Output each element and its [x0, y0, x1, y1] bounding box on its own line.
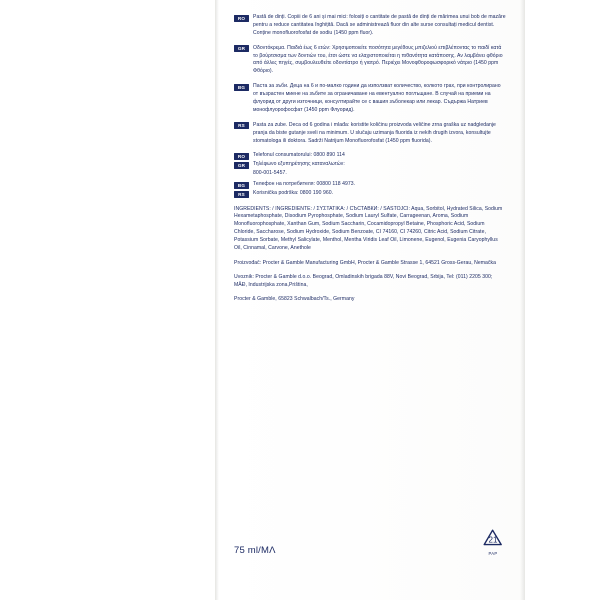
- language-code-bg: BG: [234, 84, 249, 91]
- recycling-mark: [480, 527, 506, 557]
- consumer-care-phone-list: [234, 152, 506, 197]
- manufacturer-line-2: Uvoznik: Procter & Gamble d.o.o. Beograd, Omladinskih brigada 88V, Novi Beograd, Srbija, Tel: (011) 2205 300; MĂĐ, Industrijska zona,Priština,: [234, 273, 493, 288]
- language-text-ro: Pastă de dinți. Copiii de 6 ani și mai mici: folosiți o cantitate de pastă de dinți de mărimea unui bob de mazăre pentru a reduce cantitatea înghițită. Dacă se administrează fluor din alte surse consultați medicul dentist. Conține monofluorofosfat de sodiu (1450 ppm fluor).: [253, 14, 506, 36]
- language-code-gr-phone: GR: [234, 162, 249, 169]
- phone-row-bg: [234, 181, 506, 188]
- carton-left-edge-shading: [216, 0, 219, 600]
- phone-row-rs: [234, 190, 506, 197]
- carton-bottom-row: [234, 527, 506, 557]
- phone-text-ro: Telefonul consumatorului: 0800 890 114: [253, 152, 345, 159]
- language-text-gr: Οδοντόκρεμα. Παιδιά έως 6 ετών: Χρησιμοποιείτε ποσότητα μεγέθους μπιζελιού επιβλέποντας το παιδί κατά το βούρτσισμα των δοντιών του, έτσι ώστε να ελαχιστοποιείται η πιθανότητα κατάποσης. Αν λαμβάνει φθόριο από άλλες πηγές, συμβουλευθείτε οδοντίατρο ή γιατρό. Περιέχει Μονοφθοροφωσφορικό νάτριο (1450 ppm Φθόριο).: [253, 44, 503, 75]
- language-code-rs: RS: [234, 122, 249, 129]
- carton-right-edge-shading: [520, 0, 524, 600]
- recycle-code-number: 21: [488, 534, 498, 544]
- language-code-ro: RO: [234, 15, 249, 22]
- manufacturer-line-3: Procter & Gamble, 65823 Schwalbach/Ts., Germany: [234, 295, 355, 302]
- phone-row-gr: [234, 161, 506, 168]
- packaging-text-block: [234, 14, 506, 309]
- phone-text-rs: Korisnička podrška: 0800 190 960.: [253, 190, 334, 197]
- manufacturer-line-1: Proizvođač: Procter & Gamble Manufacturing GmbH, Procter & Gamble Strasse 1, 64521 Gross-Gerau, Nemačka: [234, 259, 497, 266]
- toothpaste-carton-panel: [215, 0, 525, 600]
- language-block-rs: [234, 122, 506, 146]
- language-code-ro-phone: RO: [234, 153, 249, 160]
- language-code-gr: GR: [234, 45, 249, 52]
- ingredients-section: [234, 206, 506, 253]
- language-code-rs-phone: RS: [234, 191, 249, 198]
- language-text-rs: Pasta za zube. Deca od 6 godina i mlađa: koristite količinu proizvoda veličine zrna graška uz nadgledanje pranja da biste gutanje sveli na minimum. U slučaju uzimanja fluorida iz nekih drugih izvora, konsultujte stomatologa ili doktora. Sadrži Natrijum Monofluorofosfat (1450 ppm fluorida).: [253, 121, 496, 144]
- ingredients-heading: INGREDIENTS: / INGREDIENTE: / ΣΥΣΤΑΤΙΚΑ: / СЪСТАВКИ: / SASTOJCI:: [234, 205, 410, 212]
- language-block-bg: [234, 83, 506, 115]
- phone-text-gr: Τηλέφωνο εξυπηρέτησης καταναλωτών:: [253, 161, 345, 168]
- mobius-loop-icon: [480, 527, 506, 551]
- language-block-gr: [234, 45, 506, 77]
- language-code-bg-phone: BG: [234, 182, 249, 189]
- phone-row-ro: [234, 152, 506, 159]
- carton-surface: [216, 0, 524, 600]
- phone-text-gr-continued: 800-001-5457.: [253, 170, 287, 177]
- net-volume-label: 75 ml/MΛ: [234, 545, 276, 556]
- language-block-ro: [234, 14, 506, 38]
- language-text-bg: Паста за зъби. Деца на 6 и по-малко години да използват количество, колкото грах, при контролирано от възрастен миене на зъбите за ограничаване на евентуално поглъщане. В случай на приеми на флуорид от други източници, консултирайте се с вашия зъболекар или лекар. Съдържа Натриев монофлуорофосфат (1450 ppm Флуорид).: [253, 83, 501, 113]
- recycle-material-label: PAP: [488, 551, 498, 556]
- phone-text-bg: Телефон на потребителя: 00800 118 4973.: [253, 181, 356, 188]
- ingredients-list: Aqua, Sorbitol, Hydrated Silica, Sodium Hexametaphosphate, Disodium Pyrophosphate, Sodium Lauryl Sulfate, Carrageenan, Aroma, Sodium Monofluorophosphate, Xanthan Gum, Sodium Saccharin, Cocamidopropyl Betaine, Phosphoric Acid, Sodium Chloride, Saccharose, Sodium Hydroxide, Sodium Benzoate, CI 74160, CI 74260, Citric Acid, Sodium Citrate, Potassium Sorbate, Methyl Salicylate, Menthol, Mentha Viridis Leaf Oil, Limonene, Eugenol, Eugenia Caryophyllus Oil, Cinnamal, Carvone, Anethole: [234, 205, 503, 251]
